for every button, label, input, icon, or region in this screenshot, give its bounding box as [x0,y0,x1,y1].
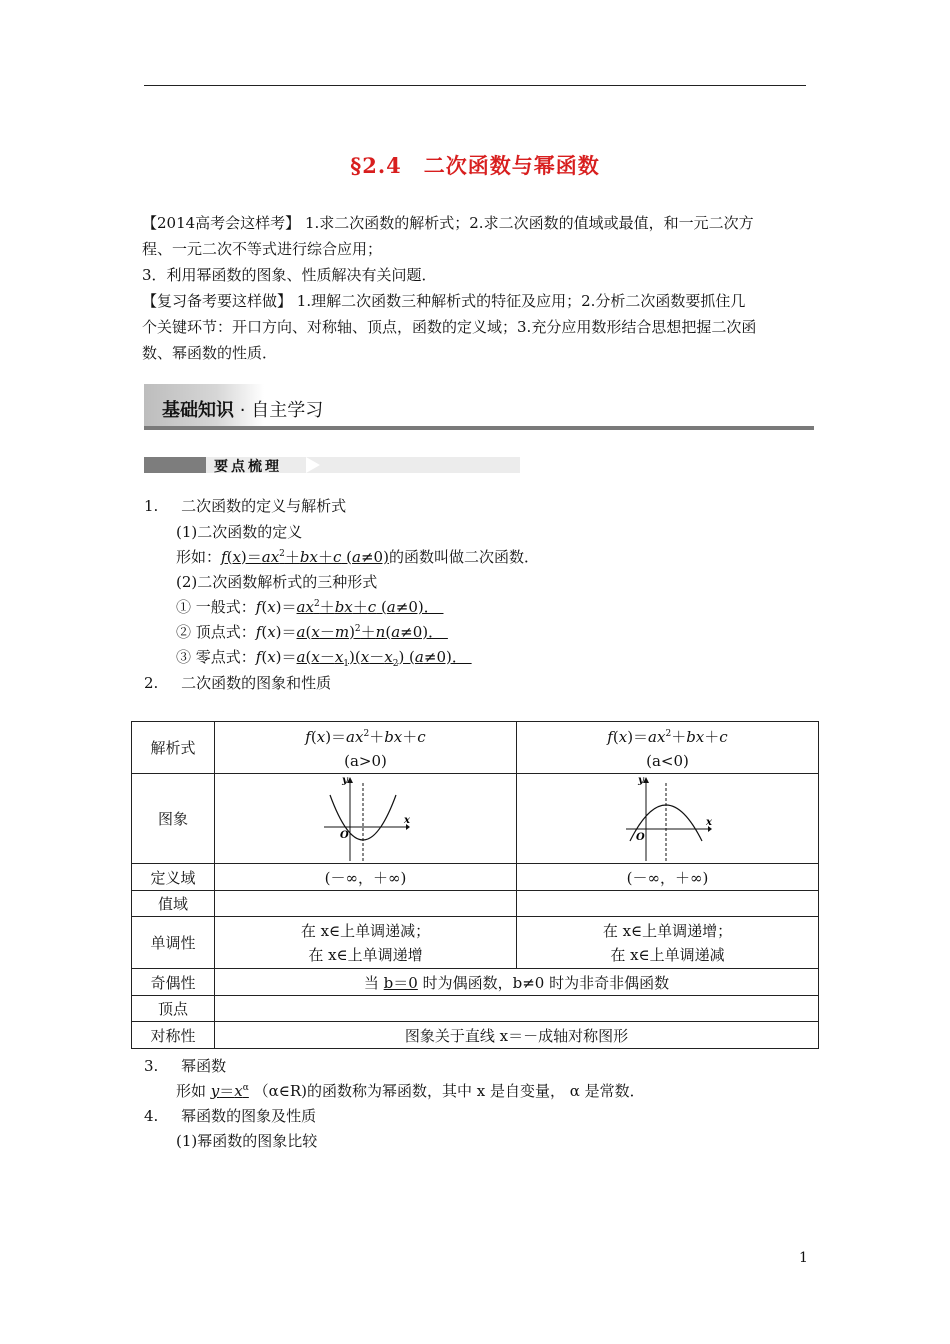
y-axis-arrow-icon [347,777,353,783]
symmetry-cell: 图象关于直线 x＝－成轴对称图形 [215,1022,819,1049]
subsection-header [144,457,520,473]
item-number: 2. [144,674,159,692]
item-1-sub-1: (1)二次函数的定义 [176,523,303,541]
condition-label: (a>0) [344,752,387,770]
item-4-heading [144,1105,316,1126]
quadratic-properties-table [131,721,819,1049]
parity-condition: b＝0 [383,973,418,992]
formula-cell-a-pos: $f(x)=ax^2+bx+c$ (a>0) [215,722,517,774]
section-title [162,396,323,422]
table-row [132,864,819,891]
section-rule [144,426,814,430]
y-axis-arrow-icon [643,777,649,783]
intro-block [142,210,814,366]
power-prefix: 形如 [176,1082,207,1100]
monotonic-cell [215,917,517,969]
row-label: 解析式 [132,722,215,774]
row-label: 对称性 [132,1022,215,1049]
definition-prefix: 形如： [176,548,222,566]
item-1-heading [144,495,346,516]
page-title: §2.4 二次函数与幂函数 [350,153,600,178]
table-row [132,891,819,917]
x-axis-label: x [404,814,411,826]
page-number: 1 [799,1250,808,1266]
row-label: 图象 [132,774,215,864]
item-number: 4. [144,1107,159,1125]
row-label: 单调性 [132,917,215,969]
downward-parabola-graph [622,775,712,863]
section-header [144,384,814,430]
range-cell [516,891,818,917]
item-title: 二次函数的定义与解析式 [181,497,347,515]
monotonic-text: 在 x∈上单调递减； [300,921,431,940]
table-row [132,1022,819,1049]
item-title: 幂函数 [181,1057,227,1075]
upward-parabola-graph [320,775,410,863]
graph-cell-a-pos [215,774,517,864]
item-number: 3. [144,1057,159,1075]
vertex-cell [215,996,819,1022]
power-function-definition: 形如 $y=x^\alpha$ （α∈R)的函数称为幂函数，其中 x 是自变量， α 是常数． [176,1082,645,1100]
y-axis-label: y [638,774,645,786]
monotonic-text: 在 x∈上单调递增； [602,921,733,940]
intro-line: 【2014高考会这样考】 1.求二次函数的解析式；2.求二次函数的值域或最值，和一元二次方 [142,214,754,232]
form-zeros: ③ 零点式：$f(x)=a(x-x_1)(x-x_2)$ (a≠0)． [176,648,472,669]
item-title: 幂函数的图象及性质 [181,1107,317,1125]
item-1-sub-2: (2)二次函数解析式的三种形式 [176,573,378,591]
intro-line: 【复习备考要这样做】 1.理解二次函数三种解析式的特征及应用；2.分析二次函数要抓住几 [142,292,746,310]
form-label: ③ 零点式： [176,648,256,666]
parity-cell [215,969,819,996]
monotonic-cell [516,917,818,969]
table-row [132,969,819,996]
monotonic-text: 在 x∈上单调递减 [610,945,725,964]
item-4-sub-1: (1)幂函数的图象比较 [176,1132,318,1150]
form-label: ② 顶点式： [176,623,256,641]
table-row [132,996,819,1022]
row-label: 值域 [132,891,215,917]
row-label: 奇偶性 [132,969,215,996]
header-rule [144,85,806,86]
range-cell [215,891,517,917]
monotonic-text: 在 x∈上单调递增 [308,945,423,964]
formula-cell-a-neg: $f(x)=ax^2+bx+c$ (a<0) [516,722,818,774]
section-title-rest: 自主学习 [251,400,324,421]
subsection-arrow-icon [306,457,320,473]
item-number: 1. [144,497,159,515]
condition-label: (a<0) [646,752,689,770]
power-suffix: 的函数称为幂函数，其中 x 是自变量， α 是常数． [307,1082,645,1100]
definition-formula: $f(x)=ax^2+bx+c$ (a≠0) [221,548,389,566]
row-label: 顶点 [132,996,215,1022]
section-title-bold: 基础知识 [162,400,234,421]
origin-label: O [340,829,350,841]
subsection-marker [144,457,206,473]
table-row [132,917,819,969]
definition-suffix: 的函数叫做二次函数． [388,548,539,566]
graph-cell-a-neg [516,774,818,864]
origin-label: O [636,831,646,843]
parity-text: 时为偶函数，b≠0 时为非奇非偶函数 [417,973,670,992]
intro-line: 个关键环节：开口方向、对称轴、顶点，函数的定义域；3.充分应用数形结合思想把握二次函 [142,318,757,336]
y-axis-label: y [342,774,349,786]
row-label: 定义域 [132,864,215,891]
intro-line: 程、一元二次不等式进行综合应用； [142,240,383,258]
domain-cell: (－∞，＋∞) [516,864,818,891]
form-label: ① 一般式： [176,598,256,616]
item-title: 二次函数的图象和性质 [181,674,332,692]
intro-line: 3．利用幂函数的图象、性质解决有关问题． [142,266,437,284]
definition-line [176,546,539,567]
parity-text: 当 [363,973,384,992]
section-title-dot: · [239,400,246,421]
power-formula: $y=x^\alpha$ [210,1082,249,1100]
domain-cell: (－∞，＋∞) [215,864,517,891]
subsection-title: 要点梳理 [214,459,282,475]
table-row [132,722,819,774]
form-general: ① 一般式：$f(x)=ax^2+bx+c$ (a≠0)． [176,598,444,616]
table-row [132,774,819,864]
item-3-heading [144,1055,226,1076]
intro-line: 数、幂函数的性质． [142,344,278,362]
form-vertex: ② 顶点式：$f(x)=a(x-m)^2+n(a\ne 0)$． [176,623,448,641]
item-2-heading [144,672,331,693]
x-axis-label: x [706,816,713,828]
